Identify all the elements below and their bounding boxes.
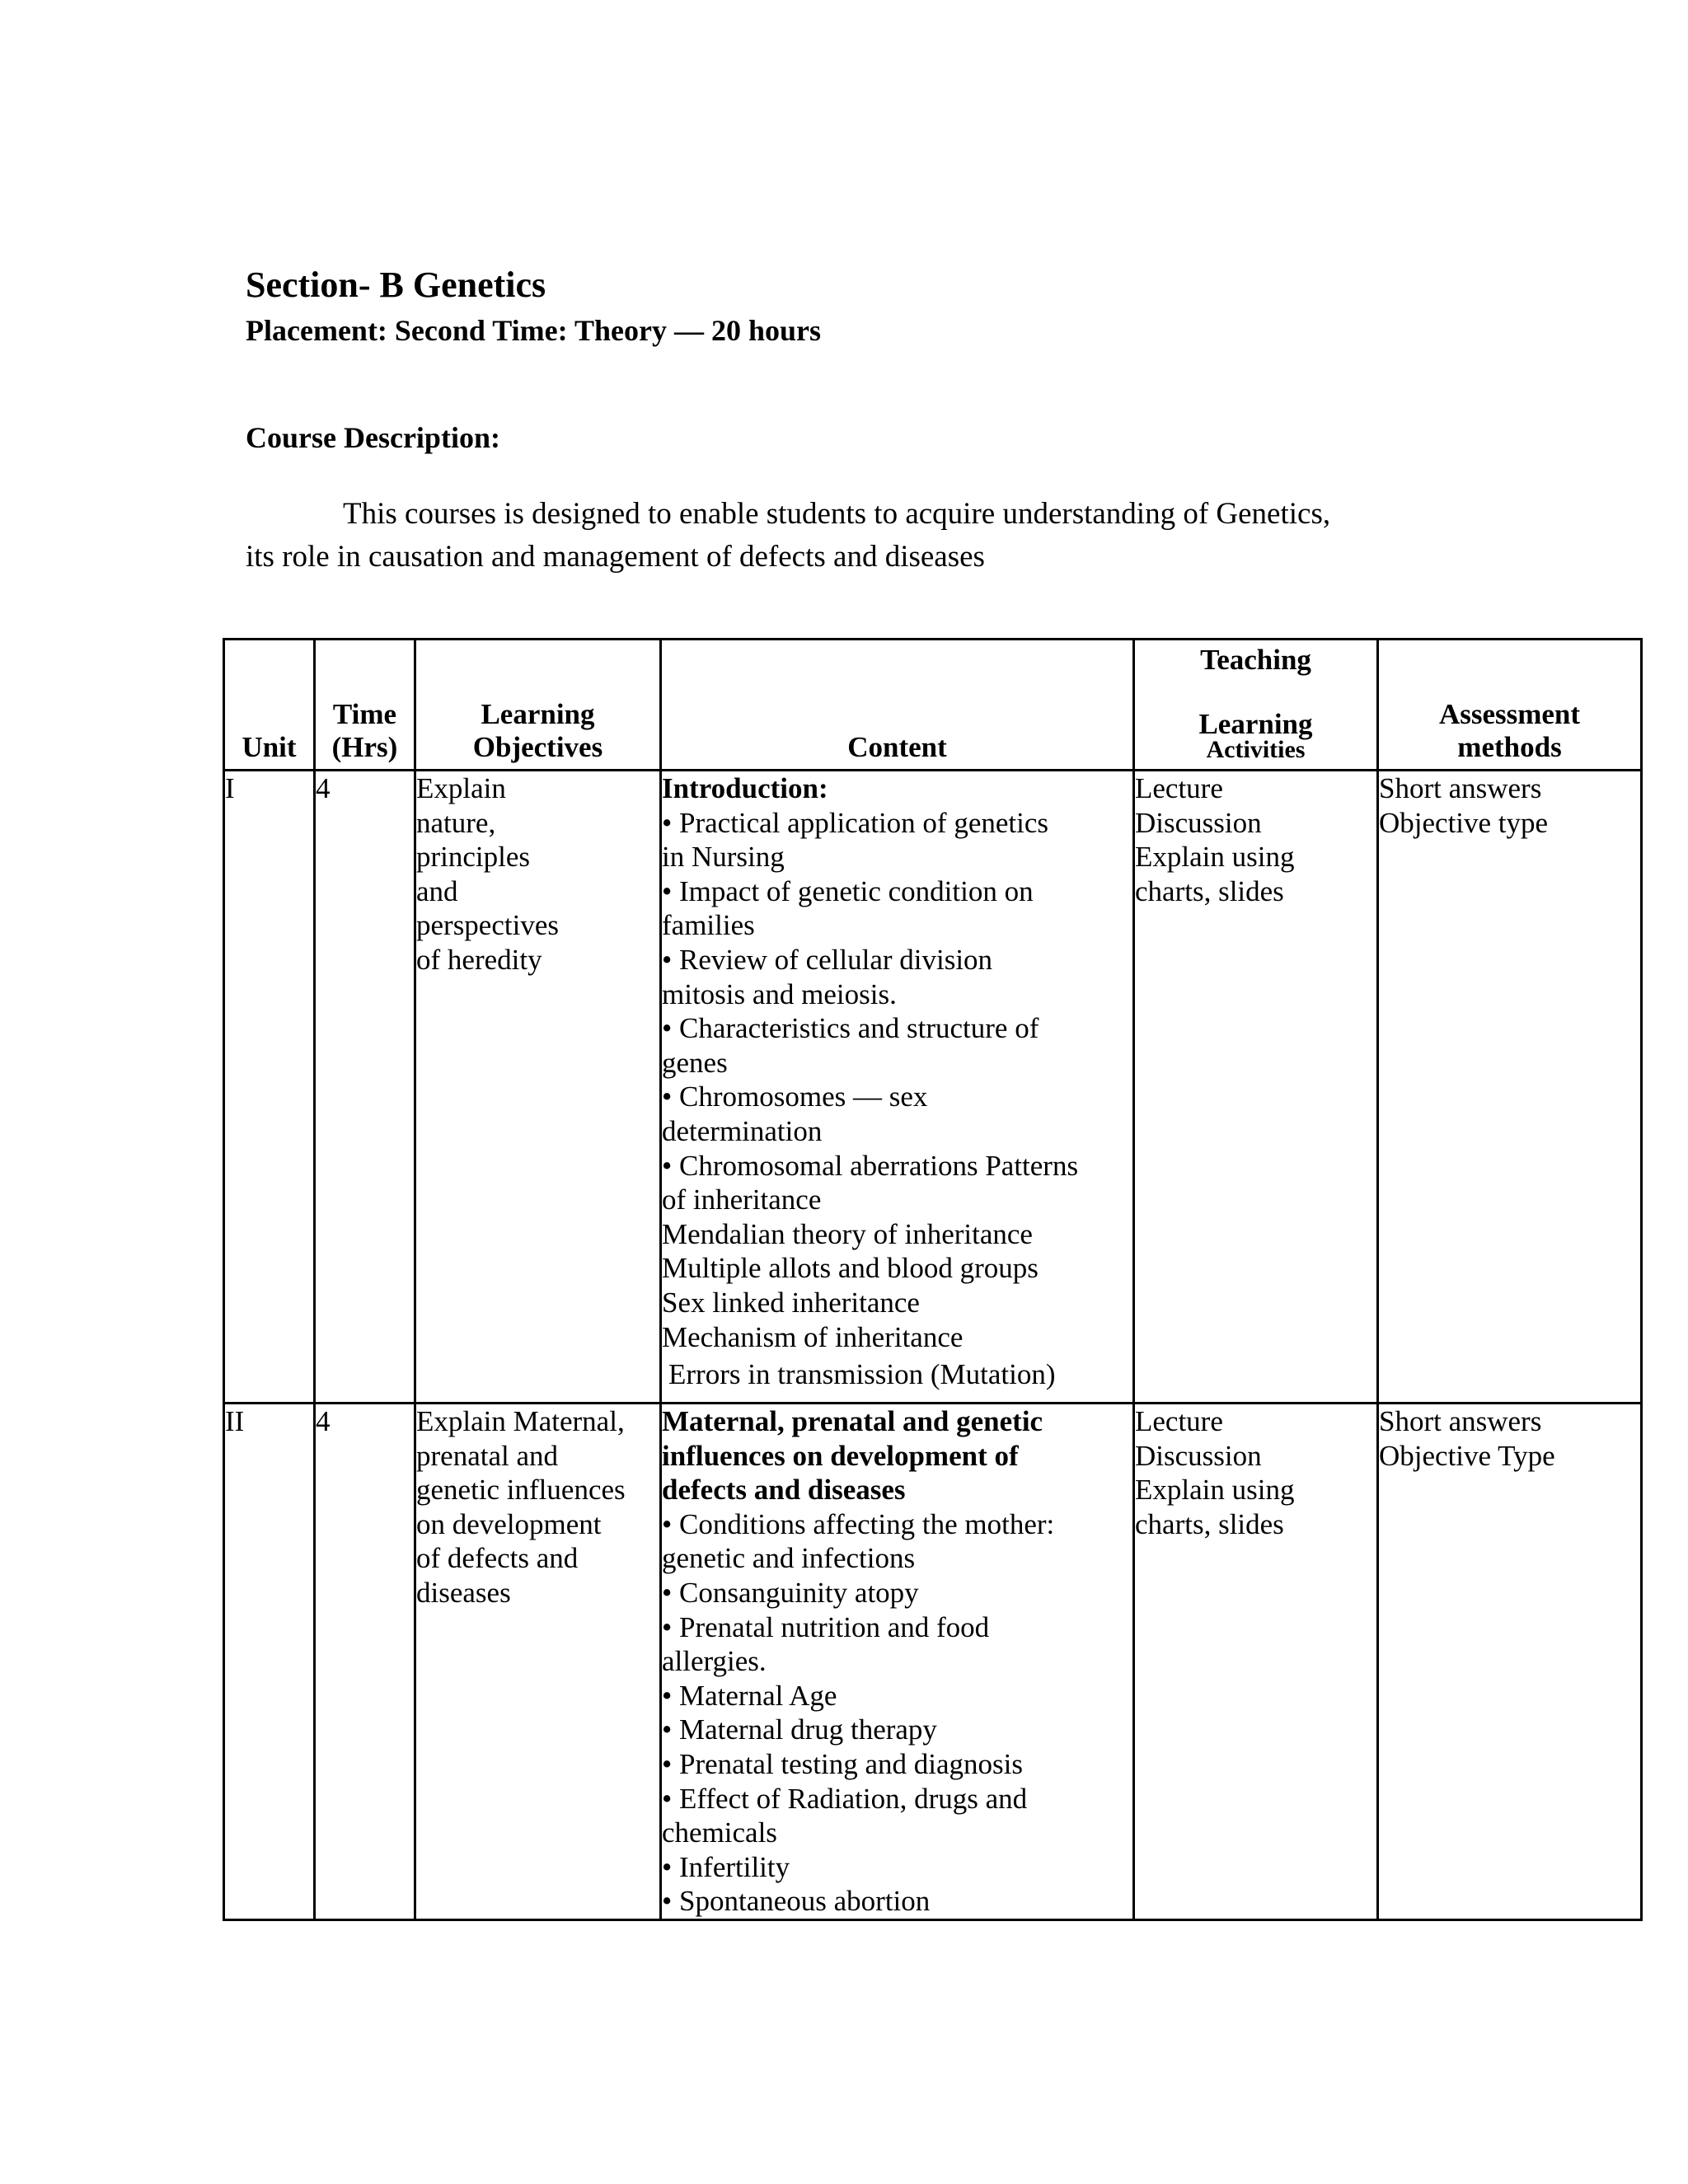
course-description-line: This courses is designed to enable students to acquire understanding of Genetics, (343, 497, 1331, 531)
cell-unit: I (224, 771, 315, 1404)
cell-objectives: Explain nature, principles and perspectives of heredity (415, 771, 661, 1404)
cell-assessment: Short answers Objective Type (1378, 1404, 1642, 1920)
content-heading: Maternal, prenatal and genetic (662, 1405, 1043, 1437)
cell-time: 4 (315, 771, 415, 1404)
cell-content: Introduction: • Practical application of genetics in Nursing • Impact of genetic condition on families • Review of cellular division mitosis and meiosis. • Characteristics and structure of genes • Chromosomes — sex determination • Chromosomal aberrations Patterns of inheritance Mendalian theory of inheritance Multiple allots and blood groups Sex linked inheritance Mechanism of inheritance Errors in transmission (Mutation) (661, 771, 1134, 1404)
table-row (224, 771, 1642, 1404)
syllabus-table (223, 638, 1643, 1921)
course-description-paragraph (246, 493, 1449, 579)
header-content: Content (661, 640, 1134, 771)
table-header-row (224, 640, 1642, 771)
header-assessment-methods: Assessment methods (1378, 640, 1642, 771)
cell-content: Maternal, prenatal and genetic influences on development of defects and diseases • Conditions affecting the mother: genetic and infections • Consanguinity atopy • Prenatal nutrition and food allergies. • Maternal Age • Maternal drug therapy • Prenatal testing and diagnosis • Effect of Radiation, drugs and chemicals • Infertility • Spontaneous abortion (661, 1404, 1134, 1920)
header-learning-objectives: Learning Objectives (415, 640, 661, 771)
content-heading: Introduction: (662, 772, 828, 804)
table-row (224, 1404, 1642, 1920)
header-unit: Unit (224, 640, 315, 771)
placement-line: Placement: Second Time: Theory — 20 hours (246, 314, 821, 347)
cell-activities: Lecture Discussion Explain using charts, slides (1134, 1404, 1378, 1920)
header-teaching-learning-activities: Teaching Learning Activities (1134, 640, 1378, 771)
section-title: Section- B Genetics (246, 265, 546, 305)
content-heading: defects and diseases (662, 1474, 906, 1507)
content-heading: influences on development of (662, 1439, 1019, 1472)
cell-objectives: Explain Maternal, prenatal and genetic influences on development of defects and diseases (415, 1404, 661, 1920)
cell-activities: Lecture Discussion Explain using charts, slides (1134, 771, 1378, 1404)
course-description-line: its role in causation and management of defects and diseases (246, 540, 985, 574)
cell-assessment: Short answers Objective type (1378, 771, 1642, 1404)
header-time: Time (Hrs) (315, 640, 415, 771)
cell-unit: II (224, 1404, 315, 1920)
cell-time: 4 (315, 1404, 415, 1920)
course-description-heading: Course Description: (246, 421, 500, 454)
